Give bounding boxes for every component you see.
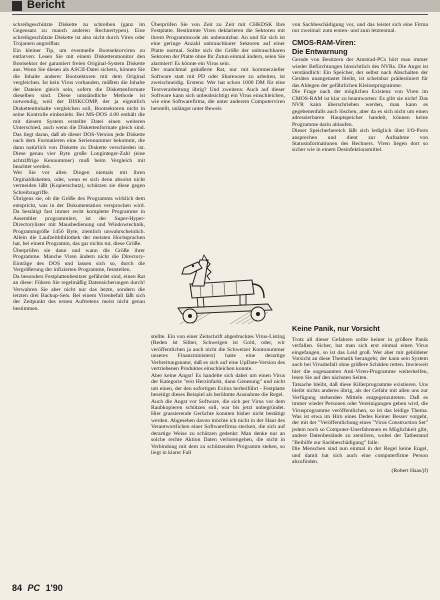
paragraph: Ein kleiner Tip, um eventuelle Bootsektorviren zu entlarven: Lesen Sie mit einem Diskettenmonitor den Bootsektor der garantiert freien Original-System Diskette aus. Wenn Sie diesen als ASCII-Datei sichern, können Sie die Inhalte anderer Bootsektoren mit dem Original vergleichen. Ist kein Virus vorhanden, müßten die Inhalte der Dateien gleich sein, sofern die Diskettenformate dieselben sind. Diese umständliche Methode ist notwendig, weil der DISKCOMP, der ja eigentlich Diskettentinhalte vergleichen soll, Bootsektoren nicht in seine Kontrolle einbezieht. Bei MS-DOS 4.00 enthält die mit diesem System erstellte Datei einen weiteren Unterschied, auch wenn die Diskettenformate gleich sind. Das liegt daran, daß ab dieser DOS-Version jede Diskette nach dem Formatieren eine Seriennummer bekommt, die dann natürlich von Diskette zu Diskette verschieden ist. Diese genau vier Byte große Longinteger-Zahl (eine achtziffrige Kennummer) muß beim Vergleich mit beachtet werden. [13,47,145,170]
column-3-top [292,22,428,154]
paragraph: Übrigens sie, ob die Größe des Programms wirklich dem entspricht, was in der Dokumentation versprochen wird. Da bestätigt fast immer recht komplette Programme in Assembler programmiert, ist der Super-Hyper-Directorylister mit Mausbedienung und Windowtechnik, Programmgröße 1456 Byte, ziemlich unwahrscheinlich. Allein die Laufzeitbibliothek der meisten Hochsprachen hat, bei einem Programm, das gar nichts tut, diese Größe. [13,196,145,248]
paragraph: Überprüfen Sie von Zeit zu Zeit mit CHKDSK Ihre Festplatte. Bestimmte Viren deklarieren die Sektoren mit ihrem Programmcode als unbenutzbar. An und für sich ist eine geringe Anzahl unbrauchbarer Sektoren auf einer Platte normal. Sollte sich die Größe der unbrauchbaren Sektoren der Platte ohne Ihr Zutun einmal ändern, seien Sie alarmiert! Es könnte ein Virus sein. [151,22,285,67]
subheading-keine-panik: Keine Panik, nur Vorsicht [292,324,380,333]
paragraph: Tatsache bleibt, daß diese Killerprogramme existieren. Uns bleibt nichts anderes übrig, als der Gefahr mit allen uns zur Verfügung stehenden Mitteln entgegenzutreten. Daß es immer wieder Personen oder Vereinigungen geben wird, die Virusprogramme veröffentlichen, so ist das leidige Thema. Was ist etwa im Hirn eines Dedes Keiner Besser vorgeht, der mit der "Veröffentlichung eines "Virus Construction Set" jedem noch so Computer-Unerfahrenen es Möglichkeit gibt, andere Datenbestände zu zerstören, wobei der Tatbestand "Beihilfe zur Sachbeschädigung" falle. [292,381,428,446]
paragraph: Die Menschen sind nun einmal in der Regel keine Engel, und damit hat sich auch eine computerfirme Person abzufinden. [292,446,428,466]
page-number: 84 [12,583,23,593]
subheading-line: CMOS-RAM-Viren: [292,37,356,47]
paragraph: stellte. Ein von einer Zeitschrift abgedrucktes Virus-Listing (Reden ist Silber, Schweigen ist Gold, oder, wir veröffentlichen ja auch nicht die Schweizer Kontonummer unseres Finanzministers) hatte eine derartige Verbreitungsnatur, daß es sich auf eine UpDate-Version des vertriebenen Produktes einschleichen konnte. [151,334,285,373]
paragraph: Der manchmal geäußerte Rat, nur mit kommerzieller Software statt mit PD oder Shareware zu arbeiten, ist zweischneidig. Erstens: Wer hat schon 1000 DM für eine Textverarbeitung übrig? Und zweitens: Auch auf dieser Software kann sich unbeabsichtigt ein Virus einschleichen, wie eine Softwarefirma, die unter anderem Computerviren herstellt, unlängst unter Beweis [151,67,285,112]
header-rule [12,14,428,15]
paragraph: schreibgeschützte Diskette zu schreiben (ganz im Gegensatz zu manch anderen Rechnertypen). Eine schreibgeschützte Diskette ist also nicht durch Viren oder Trojanern angreifbar. [13,22,145,48]
subheading-line: Die Entwarnung [292,46,348,56]
paragraph: Dieser Speicherbereich läßt sich lediglich über I/O-Ports ansprechen und dient zur Aufnahme von Statusinformationen des Rechners. Viren liegen dort so sicher wie in einem Desinfektionsmittel. [292,128,428,154]
trojan-horse-illustration [160,254,288,328]
paragraph: Die Frage nach der möglichen Existenz von Viren im CMOS-RAM ist klar zu beantworten: Es gibt sie nicht! Das NVR kann überschrieben werden, man kann es gegebenenfalls auch löschen, aber da es sich nicht um einen adressierbaren Hauptspeicher handelt, können keine Programme darin ablaufen. [292,89,428,128]
magazine-logo: PC [27,583,41,593]
page-footer [12,583,63,593]
issue-number: 1'90 [45,583,63,593]
paragraph: Trotz all dieser Gefahren sollte keiner in größere Panik verfallen. Sicher, hat man sich erst einmal einen Virus eingefangen, so ist das Leid groß. Wer aber mit gebildeter Vorsicht an diese Thematik herangeht, der kann sein System auch bei Virusbefall ohne größere Schäden retten. Inwieweit hier die sogenannten Anti-Viren-Programme weiterhelfen, lesen Sie auf den nächsten Seiten. [292,336,428,382]
section-title: Bericht [27,0,65,11]
header-bar [0,0,440,12]
paragraph: Überprüfen sie dann und wann die Größe ihrer Programme. Manche Viren ändern nicht die Directory-Einträge des DOS und lassen sich so, durch die Vergrößerung der infizierten Programme, feststellen. [13,247,145,274]
paragraph: Da besonders Festplattenbesitzer gefährdet sind, einen Rat an diese: Führen Sie regelmäßig Datensicherungen durch! Verwahren Sie aber nicht nur das letzte, sondern die letzten drei Backup-Sets. Bei einem Virenbefall läßt sich der Zeitpunkt des ersten Auftretens meist nicht genau bestimmen. [13,273,145,312]
column-2-bottom [151,334,285,457]
author-signature: (Robert Haas/jf) [391,467,428,474]
column-2-top [151,22,285,112]
section-marker [12,1,22,11]
paragraph: Auch die Angst vor Software, die sich per Virus vor dem Raubkopieren schützen soll, war bis jetzt unbegründet. Hier grassierende Gerüchte konnten bisher nicht bestätigt werden. Abgesehen davon möchte ich nicht in der Haut des Verantwortlichen einer Softwarefirma stecken, die sich auf derartige Weise zu schützen gedenkt: Man denke nur an solche rechte Aktion Daten verlorengehen, die nicht in Verbindung mit dem zu schützenden Programm stehen, so liegt in klarer Fall [151,398,285,457]
paragraph: Wer Sie vor allen Dingen niemals mit ihren Orginaldisketten, oder, wenn es sich denn absolut nicht vermeiden läßt (Kopierschutz), schützen sie diese gegen Schreibzugriffe. [13,170,145,196]
paragraph: Gerade von Besitzern der Amstrad-PCs hört man immer wieder Befürchtungen hinsichtlich des NVRs. Die Angst ist verständlich: Ein Speicher, der selbst nach Abschalten der Gerätes unangetastet bleibt, ist scheinbar prädestiniert für das Ablegen der gefährlichen Kleinstprogramme. [292,57,428,89]
subheading-cmos [292,39,428,56]
paragraph: Aber keine Angst! Es handelte sich dabei um einen Virus der Kategorie "erst Herzinfarkt, dann Genesung" und nicht um einen, der den sofortigen Exitus herbeiführt - Festplatte beseitigt dieses Beispiel als berühmte Ausnahme die Regel. [151,372,285,399]
paragraph: von Sachbeschädigung vor, und das leistet sich eine Firma nur zweimal: zum ersten- und zum letztenmal. [292,22,428,35]
column-1 [13,22,145,312]
column-3-bottom [292,321,428,474]
